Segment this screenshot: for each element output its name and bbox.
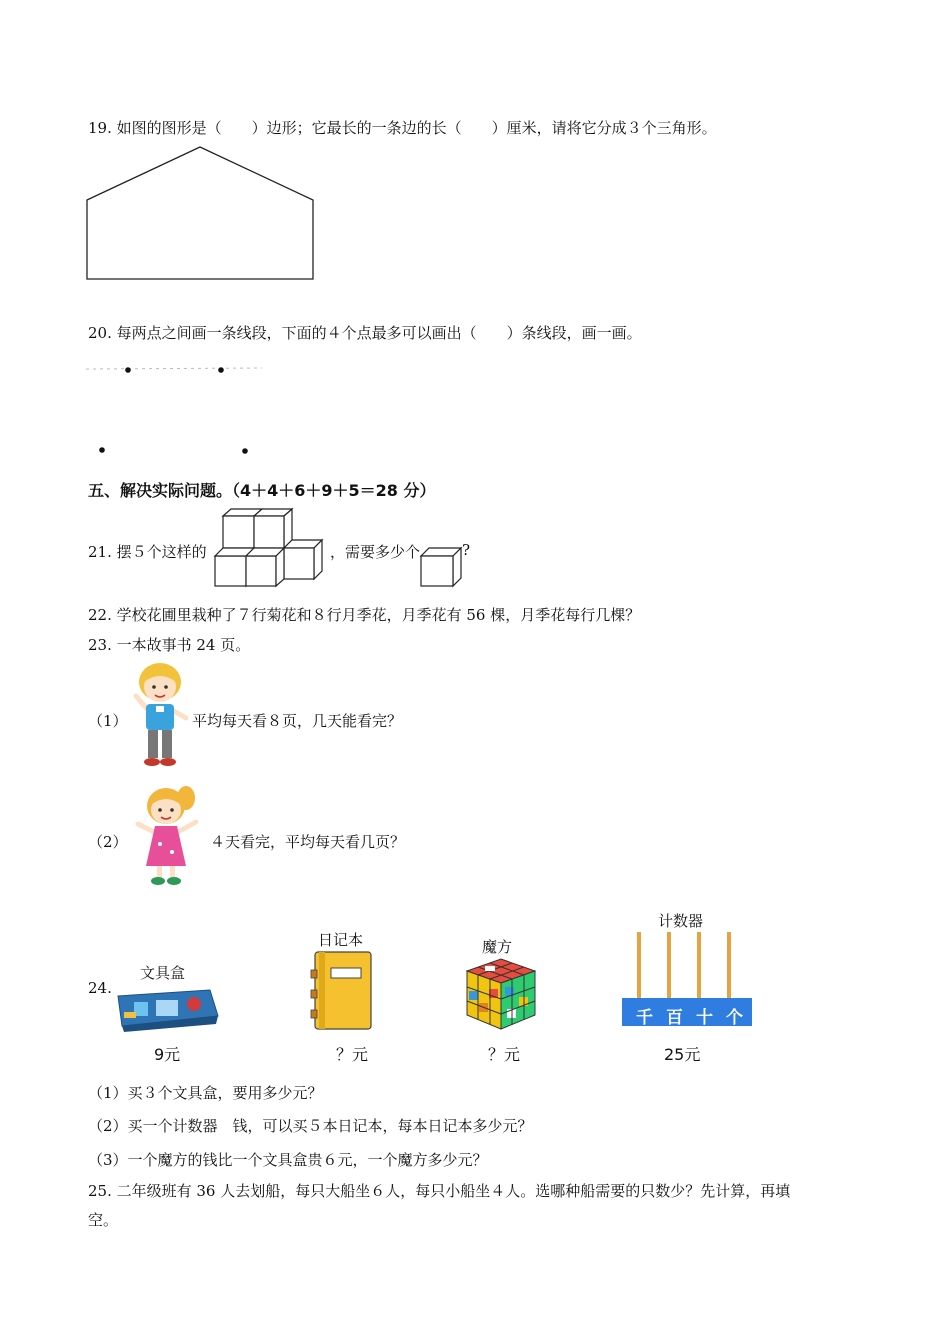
question-20-text: 20. 每两点之间画一条线段，下面的４个点最多可以画出（ ）条线段，画一画。 xyxy=(88,324,642,342)
single-cube-figure xyxy=(419,546,465,588)
counter-price: 25元 xyxy=(664,1045,701,1064)
counter-digit-tens: 十 xyxy=(696,1008,713,1028)
section-5-title: 五、解决实际问题。（4＋4＋6＋9＋5＝28 分） xyxy=(88,481,436,500)
pencil-box-illustration xyxy=(114,986,220,1032)
point-top-left xyxy=(125,367,131,373)
question-24-sub2: （2）买一个计数器 钱，可以买５本日记本，每本日记本多少元？ xyxy=(88,1117,533,1135)
diary-illustration xyxy=(309,950,375,1032)
question-23-sub2-text: ４天看完，平均每天看几页？ xyxy=(210,833,406,851)
counter-digit-thousands: 千 xyxy=(636,1008,653,1028)
question-23-sub2-label: （2） xyxy=(88,833,128,851)
question-23-sub1-text: 平均每天看８页，几天能看完？ xyxy=(192,712,403,730)
pentagon-figure xyxy=(86,146,316,282)
question-21-part3: ? xyxy=(462,541,471,559)
point-bottom-left xyxy=(99,447,105,453)
question-23-sub1-label: （1） xyxy=(88,712,128,730)
counter-digit-ones: 个 xyxy=(726,1008,743,1028)
question-25-line1: 25. 二年级班有 36 人去划船，每只大船坐６人，每只小船坐４人。选哪种船需要的只数少？先计算，再填 xyxy=(88,1182,791,1200)
question-24-sub3: （3）一个魔方的钱比一个文具盒贵６元，一个魔方多少元？ xyxy=(88,1151,488,1169)
rubik-cube-name: 魔方 xyxy=(482,938,513,956)
four-points-figure xyxy=(86,362,266,462)
diary-price: ？元 xyxy=(336,1045,369,1064)
point-bottom-right xyxy=(242,448,248,454)
pencil-box-price: 9元 xyxy=(154,1045,181,1064)
question-25-line2: 空。 xyxy=(88,1211,119,1229)
rubik-cube-price: ？元 xyxy=(488,1045,521,1064)
question-24-label: 24. xyxy=(88,979,112,997)
cube-stack-figure xyxy=(213,508,325,590)
question-24-sub1: （1）买３个文具盒，要用多少元？ xyxy=(88,1084,323,1102)
diary-name: 日记本 xyxy=(318,931,364,949)
counter-name: 计数器 xyxy=(658,912,704,930)
question-21-part2: ，需要多少个 xyxy=(330,543,421,561)
point-top-right xyxy=(218,367,224,373)
boy-waving-illustration xyxy=(128,660,192,772)
girl-waving-illustration xyxy=(128,782,208,890)
counter-digit-hundreds: 百 xyxy=(666,1008,683,1028)
question-23-text: 23. 一本故事书 24 页。 xyxy=(88,636,251,654)
question-22-text: 22. 学校花圃里栽种了７行菊花和８行月季花，月季花有 56 棵，月季花每行几棵？ xyxy=(88,606,641,624)
question-19-text: 19. 如图的图形是（ ）边形；它最长的一条边的长（ ）厘米，请将它分成３个三角形。 xyxy=(88,119,717,137)
rubik-cube-illustration xyxy=(463,957,539,1031)
pencil-box-name: 文具盒 xyxy=(140,964,186,982)
question-21-part1: 21. 摆５个这样的 xyxy=(88,543,207,561)
